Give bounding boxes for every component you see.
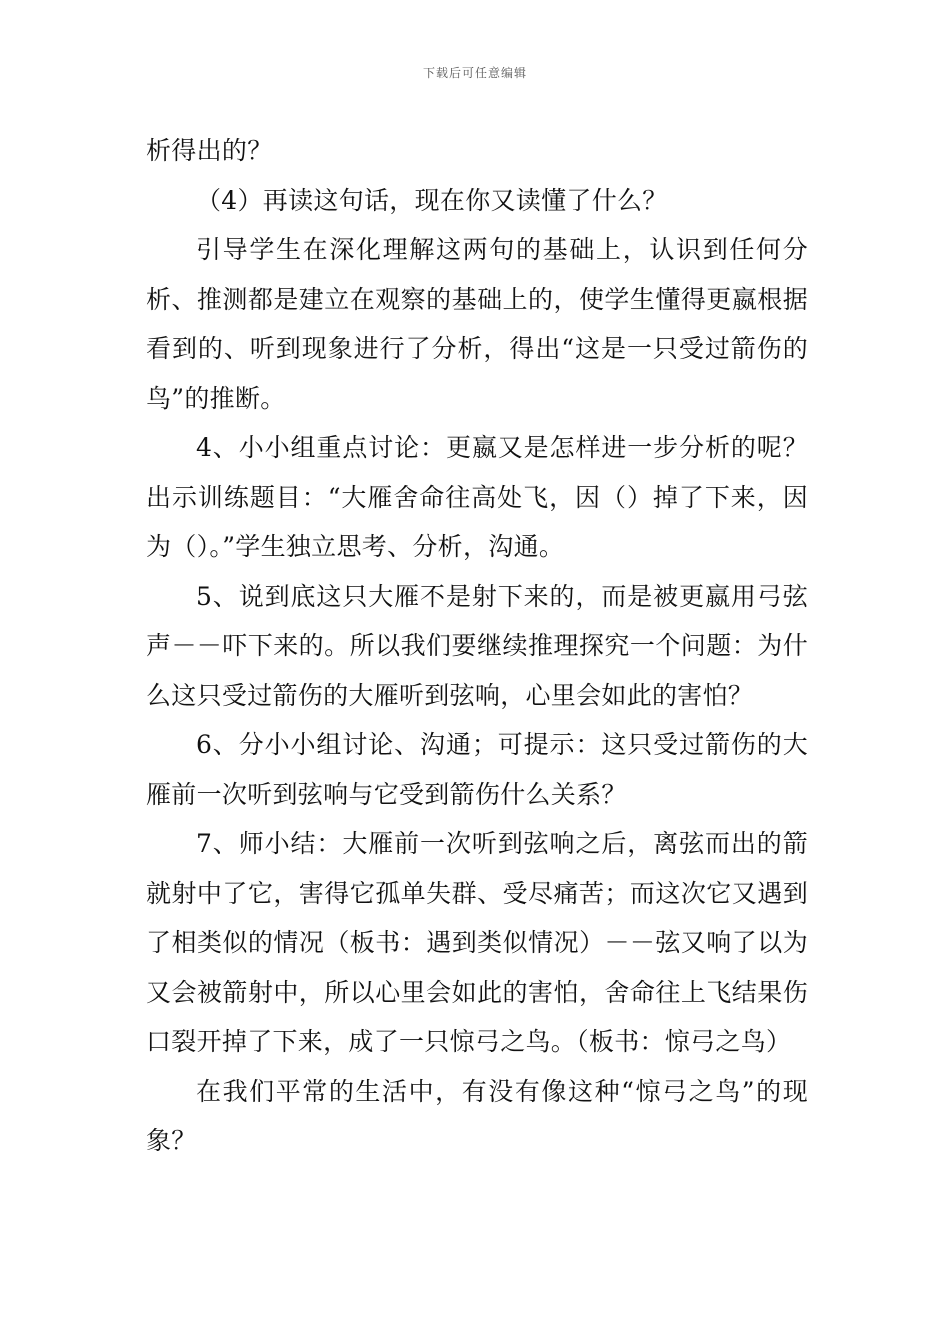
paragraph-8: 在我们平常的生活中，有没有像这种“惊弓之鸟”的现象？ (146, 1076, 808, 1155)
paragraph-5: 5、说到底这只大雁不是射下来的，而是被更嬴用弓弦声－－吓下来的。所以我们要继续推理探究一个问题：为什么这只受过箭伤的大雁听到弦响，心里会如此的害怕？ (146, 581, 808, 710)
paragraph-4: 4、小小组重点讨论：更嬴又是怎样进一步分析的呢？出示训练题目：“大雁舍命往高处飞，因（）掉了下来，因为（）。”学生独立思考、分析，沟通。 (146, 433, 808, 561)
paragraph-3: 引导学生在深化理解这两句的基础上，认识到任何分析、推测都是建立在观察的基础上的，使学生懂得更嬴根据看到的、听到现象进行了分析，得出“这是一只受过箭伤的鸟”的推断。 (146, 235, 808, 413)
paragraph-2: （4）再读这句话，现在你又读懂了什么？ (196, 185, 668, 215)
paragraph-1: 析得出的？ (146, 136, 273, 165)
page-header: 下载后可任意编辑 (422, 66, 527, 80)
document-body (146, 126, 808, 1166)
paragraph-6: 6、分小小组讨论、沟通；可提示：这只受过箭伤的大雁前一次听到弦响与它受到箭伤什么关系？ (146, 730, 808, 809)
paragraph-7: 7、师小结：大雁前一次听到弦响之后，离弦而出的箭就射中了它，害得它孤单失群、受尽痛苦；而这次它又遇到了相类似的情况（板书：遇到类似情况）－－弦又响了以为又会被箭射中，所以心里会如此的害怕，舍命往上飞结果伤口裂开掉了下来，成了一只惊弓之鸟。（板书：惊弓之鸟） (146, 829, 808, 1056)
